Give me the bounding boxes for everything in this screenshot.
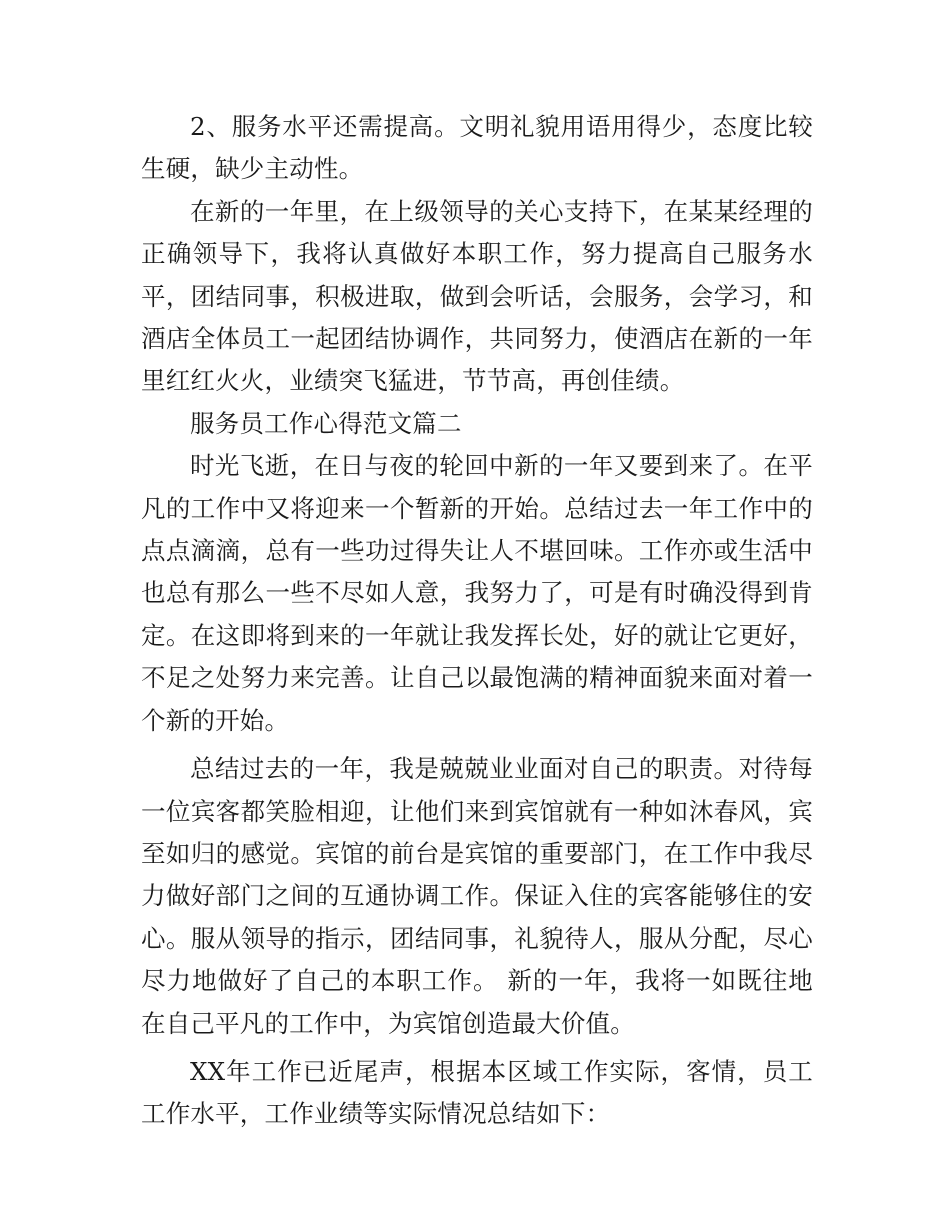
paragraph-year-summary: 总结过去的一年，我是兢兢业业面对自己的职责。对待每一位宾客都笑脸相迎，让他们来到宾馆就有一种如沐春风，宾至如归的感觉。宾馆的前台是宾馆的重要部门，在工作中我尽力做好部门之间的互通协调工作。保证入住的宾客能够住的安心。服从领导的指示，团结同事，礼貌待人，服从分配，尽心尽力地做好了自己的本职工作。 新的一年，我将一如既往地在自己平凡的工作中，为宾馆创造最大价值。 [141, 754, 813, 1038]
section-heading: 服务员工作心得范文篇二 [190, 408, 462, 438]
paragraph-work-summary: XX年工作已近尾声，根据本区域工作实际，客情，员工工作水平，工作业绩等实际情况总结如下： [141, 1056, 813, 1129]
paragraph-service-level: 2、服务水平还需提高。文明礼貌用语用得少，态度比较生硬，缺少主动性。 [141, 112, 813, 184]
paragraph-time-flies: 时光飞逝，在日与夜的轮回中新的一年又要到来了。在平凡的工作中又将迎来一个暂新的开始。总结过去一年工作中的点点滴滴，总有一些功过得失让人不堪回味。工作亦或生活中也总有那么一些不尽如人意，我努力了，可是有时确没得到肯定。在这即将到来的一年就让我发挥长处，好的就让它更好，不足之处努力来完善。让自己以最饱满的精神面貌来面对着一个新的开始。 [141, 451, 813, 735]
paragraph-new-year-plan: 在新的一年里，在上级领导的关心支持下，在某某经理的正确领导下，我将认真做好本职工作，努力提高自己服务水平，团结同事，积极进取，做到会听话，会服务，会学习，和酒店全体员工一起团结协调作，共同努力，使酒店在新的一年里红红火火，业绩突飞猛进，节节高，再创佳绩。 [141, 196, 813, 396]
document-body [141, 106, 813, 1136]
